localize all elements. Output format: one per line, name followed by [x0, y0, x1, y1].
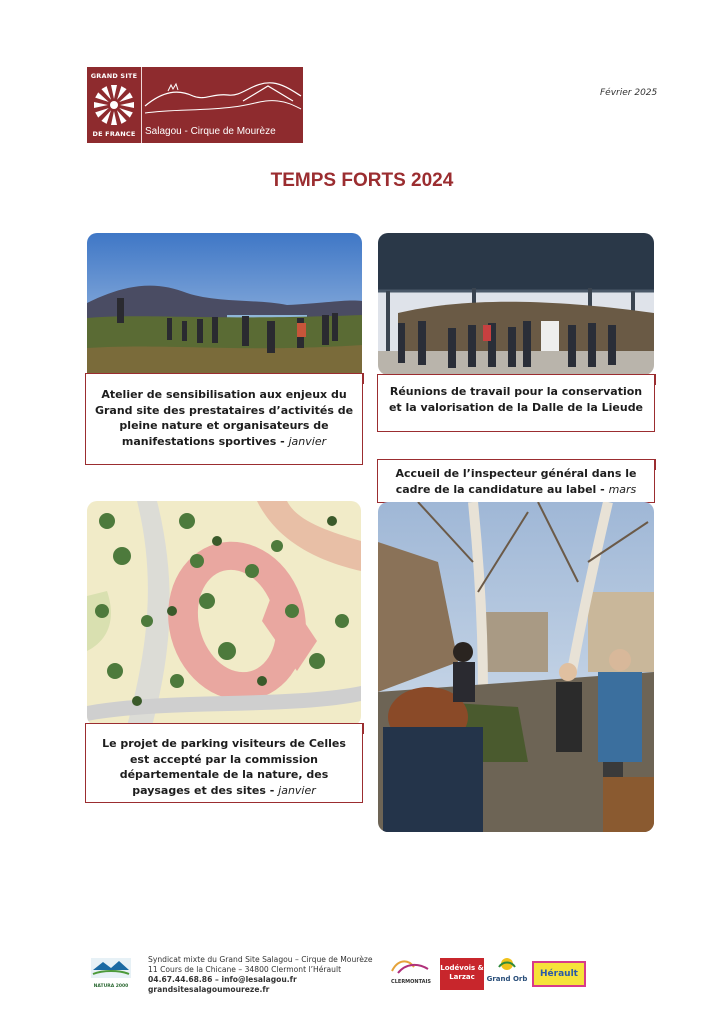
lodevois-larzac-logo [440, 958, 484, 990]
footer-phone-email[interactable]: 04.67.44.68.86 – info@lesalagou.fr [148, 975, 297, 984]
photo-parking-plan [87, 501, 361, 726]
grand-site-logo [87, 67, 303, 143]
caption-text: Le projet de parking visiteurs de Celles est accepté par la commission départementale de la nature, des paysages et des sites - [102, 737, 346, 797]
caption-month: janvier [288, 434, 327, 448]
logo-name: Salagou - Cirque de Mourèze [145, 126, 276, 137]
natura-label: NATURA 2000 [93, 984, 129, 989]
landscape-drawing [143, 71, 303, 121]
grand-orb-logo [486, 955, 528, 991]
footer-org: Syndicat mixte du Grand Site Salagou – Cirque de Mourèze [148, 955, 373, 964]
caption-text: Réunions de travail pour la conservation et la valorisation de la Dalle de la Lieude [388, 385, 644, 414]
herault-logo [532, 961, 586, 987]
footer-contact [148, 955, 373, 995]
caption-text: Atelier de sensibilisation aux enjeux du Grand site des prestataires d’activités de pleine nature et organisateurs de manifestations sportives - [94, 388, 354, 448]
footer-address: 11 Cours de la Chicane – 34800 Clermont l’Hérault [148, 965, 342, 974]
caption-parking-plan [85, 723, 363, 803]
document-date: Février 2025 [600, 88, 658, 98]
sun-emblem-icon [87, 82, 141, 128]
caption-month: mars [608, 482, 637, 496]
clermontais-logo [388, 957, 434, 991]
partner-name: CLERMONTAIS [391, 979, 431, 985]
logo-bottom-line: DE FRANCE [92, 130, 136, 138]
partner-name: Grand Orb [486, 975, 528, 983]
caption-workshop [85, 373, 363, 465]
page-title: TEMPS FORTS 2024 [270, 170, 454, 191]
logo-top-line: GRAND SITE [90, 72, 138, 80]
partner-name: Lodévois & Larzac [440, 964, 484, 981]
grand-orb-icon [497, 955, 517, 971]
natura-2000-logo [89, 956, 133, 988]
caption-dalle-meeting [377, 374, 655, 432]
footer-website[interactable]: grandsitesalagoumoureze.fr [148, 985, 270, 994]
caption-month: janvier [278, 783, 316, 797]
partner-name: Hérault [540, 969, 578, 979]
caption-inspector [377, 459, 655, 503]
caption-text: Accueil de l’inspecteur général dans le cadre de la candidature au label - [395, 467, 637, 496]
photo-workshop [87, 233, 362, 383]
photo-dalle-meeting [378, 233, 654, 375]
photo-inspector-visit [378, 502, 654, 832]
